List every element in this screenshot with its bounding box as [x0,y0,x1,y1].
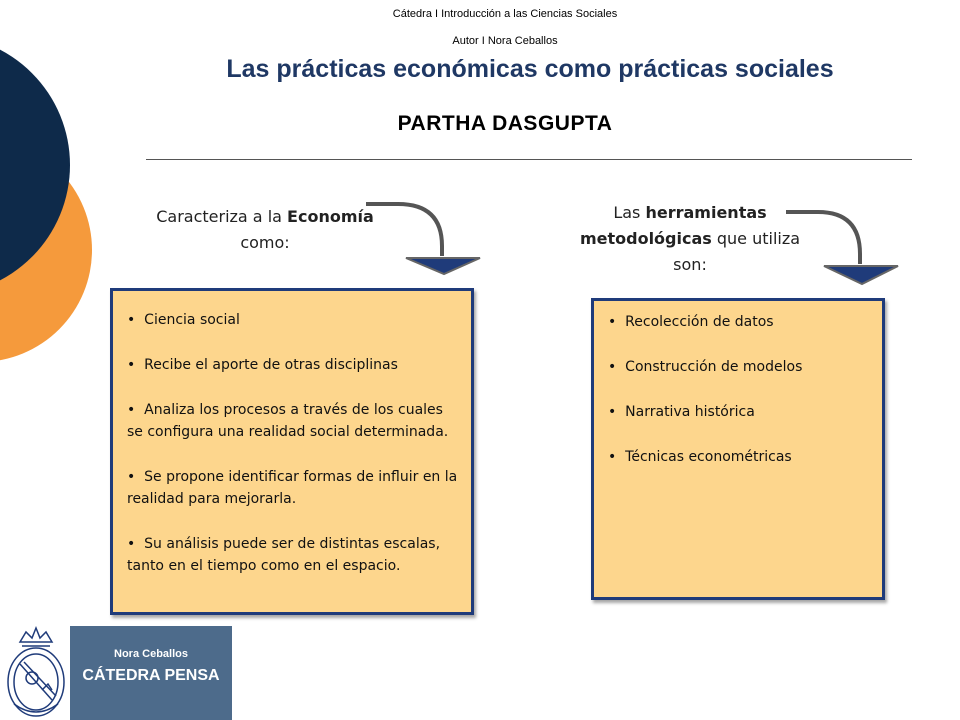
left-intro-bold: Economía [287,207,374,226]
left-intro-text: Caracteriza a la [156,207,288,226]
page-title: Las prácticas económicas como prácticas sociales [226,55,834,83]
list-item: • Recolección de datos [608,311,870,333]
catedra-pensa-badge [70,626,232,720]
list-item: • Técnicas econométricas [608,446,870,468]
list-item: • Narrativa histórica [608,401,870,423]
list-item: • Ciencia social [127,309,459,331]
right-intro-bold-1: herramientas [645,203,767,222]
left-intro-text-2: como: [240,233,290,252]
footer-name: Nora Ceballos [114,648,188,660]
right-intro-text-2: que utiliza [711,229,801,248]
economia-characteristics-box [110,288,474,615]
list-item: • Se propone identificar formas de influir en la realidad para mejorarla. [127,466,459,510]
course-line: Cátedra I Introducción a las Ciencias Sociales [392,8,618,20]
right-intro-text-3: son: [673,255,707,274]
left-arrow-icon [360,196,490,281]
list-item: • Construcción de modelos [608,356,870,378]
list-item: • Analiza los procesos a través de los cuales se configura una realidad social determinada. [127,399,459,443]
methodological-tools-box [591,298,885,600]
divider [146,159,912,160]
page-subtitle: PARTHA DASGUPTA [397,112,613,135]
university-seal-icon [2,624,70,720]
list-item: • Recibe el aporte de otras disciplinas [127,354,459,376]
author-line: Autor I Nora Ceballos [452,35,558,47]
right-intro-bold-2: metodológicas [579,229,712,248]
tools-list [608,311,870,468]
right-arrow-icon [780,204,910,289]
decorative-circles [0,0,120,400]
footer-brand: CÁTEDRA PENSA [82,667,220,684]
economia-list [127,309,459,577]
right-intro-text: Las [613,203,646,222]
list-item: • Su análisis puede ser de distintas escalas, tanto en el tiempo como en el espacio. [127,533,459,577]
